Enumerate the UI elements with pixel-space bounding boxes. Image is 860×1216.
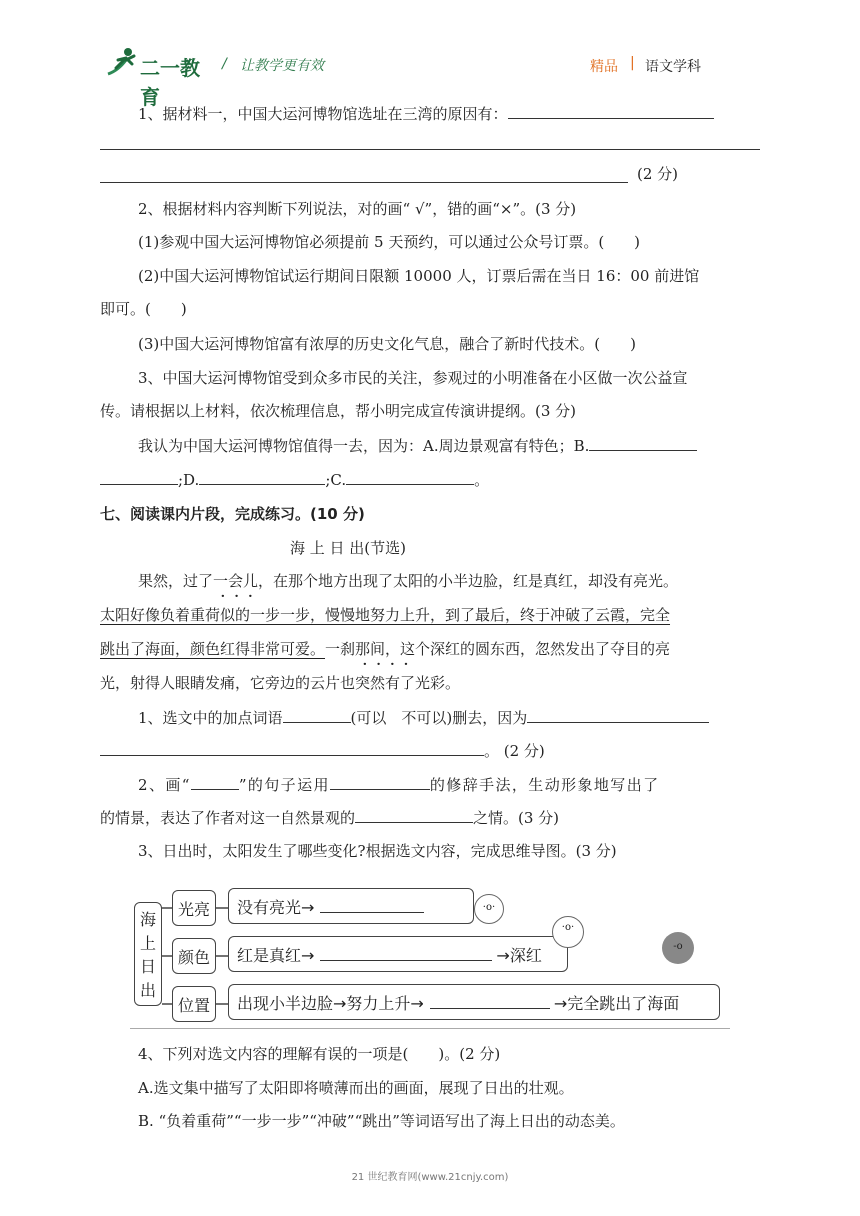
- q2-item3: (3)中国大运河博物馆富有浓厚的历史文化气息，融合了新时代技术。( ): [138, 335, 636, 353]
- q3-line4: [100, 468, 489, 491]
- mindmap-row3-content: [228, 984, 720, 1020]
- r1-blank-2[interactable]: [527, 706, 709, 723]
- r1-end: 。 (2 分): [484, 742, 545, 760]
- mindmap-row1-label: [172, 890, 216, 926]
- r1-blank-1[interactable]: [283, 706, 351, 723]
- row1-content-text: 没有亮光→: [237, 897, 315, 917]
- passage-p3b: 一刹那间，这个深红的圆东西，忽然发出了夺目的亮: [325, 640, 671, 658]
- r2-line2: [100, 806, 559, 829]
- q1-blank-2[interactable]: [100, 149, 760, 150]
- passage-p3a: 跳出了海面，颜色红得非常可爱。: [100, 640, 326, 658]
- page-footer: 21 世纪教育网(www.21cnjy.com): [351, 1172, 509, 1183]
- passage-title: 海 上 日 出(节选): [290, 539, 407, 557]
- row2-blank[interactable]: [320, 948, 492, 961]
- logo-text: 二一教育: [140, 56, 200, 109]
- r4-text: 4、下列对选文内容的理解有误的一项是( )。(2 分): [138, 1045, 501, 1063]
- row3-label-text: 位置: [177, 995, 210, 1015]
- q1-text: 1、据材料一，中国大运河博物馆选址在三湾的原因有：: [138, 105, 508, 123]
- row2-content-text: 红是真红→: [237, 945, 315, 965]
- r2-line1: [138, 773, 660, 796]
- passage-p1: [138, 570, 678, 592]
- header-subject: 语文学科: [645, 59, 701, 75]
- passage-p2: 太阳好像负着重荷似的一步一步，慢慢地努力上升，到了最后，终于冲破了云霞，完全: [100, 606, 671, 624]
- mindmap-row3-label: [172, 986, 216, 1022]
- sun-faint-icon: ·o·: [474, 894, 504, 924]
- r1-a: 1、选文中的加点词语: [138, 709, 283, 727]
- r4-optA: A.选文集中描写了太阳即将喷薄而出的画面，展现了日出的壮观。: [138, 1079, 574, 1097]
- header-slogan: 让教学更有效: [240, 58, 324, 74]
- header-slash: /: [222, 56, 227, 72]
- header-divider: |: [630, 55, 635, 71]
- q3-blank-c[interactable]: [346, 468, 474, 485]
- logo: [104, 46, 214, 109]
- sun-full-icon: -o: [662, 932, 694, 964]
- row3-end-text: →完全跳出了海面: [553, 993, 680, 1013]
- mindmap-row2-label: [172, 938, 216, 974]
- row2-end-text: →深红: [496, 945, 542, 965]
- root-char-1: 海: [139, 910, 156, 930]
- r2-c: 的修辞手法，生动形象地写出了: [429, 776, 660, 794]
- r1-line: [138, 706, 709, 729]
- mind-map: [130, 880, 730, 1030]
- q2-item1: (1)参观中国大运河博物馆必须提前 5 天预约，可以通过公众号订票。( ): [138, 233, 641, 251]
- sun-rising-icon: ·o·: [552, 916, 584, 948]
- root-char-4: 出: [139, 980, 156, 1000]
- root-char-3: 日: [139, 957, 156, 977]
- q2-item2b: 即可。( ): [100, 300, 187, 318]
- section7-title: 七、阅读课内片段，完成练习。(10 分): [100, 505, 365, 523]
- q3-c-label: ;C.: [325, 471, 347, 489]
- q3-blank-b[interactable]: [589, 434, 697, 451]
- root-char-2: 上: [139, 933, 156, 953]
- q3-blank-b-cont[interactable]: [100, 468, 178, 485]
- q1-line: [138, 102, 714, 125]
- header-quality: 精品: [590, 59, 618, 75]
- row1-blank[interactable]: [320, 900, 424, 913]
- q2-item2a: (2)中国大运河博物馆试运行期间日限额 10000 人，订票后需在当日 16：00 前进馆: [138, 267, 700, 285]
- r2-b: ”的句子运用: [238, 776, 330, 794]
- passage-p1-text: 果然，过了一会儿，在那个地方出现了太阳的小半边脸，红是真红，却没有亮光。: [138, 572, 679, 590]
- r2-blank-2[interactable]: [330, 773, 430, 790]
- row3-content-text: 出现小半边脸→努力上升→: [237, 993, 424, 1013]
- q1-blank-3[interactable]: [100, 182, 628, 183]
- r2-blank-1[interactable]: [191, 773, 239, 790]
- r2-line2b: 之情。(3 分): [473, 809, 560, 827]
- emphasis-dots-1: ···: [220, 586, 262, 607]
- row3-blank[interactable]: [430, 996, 550, 1009]
- row1-label-text: 光亮: [177, 899, 210, 919]
- mindmap-row2-content: [228, 936, 568, 972]
- q3-d-label: ;D.: [178, 471, 200, 489]
- runner-logo-icon: [104, 46, 138, 78]
- r2-a: 2、画“: [138, 776, 191, 794]
- passage-p4: 光，射得人眼睛发痛，它旁边的云片也突然有了光彩。: [100, 674, 461, 692]
- q3-line2: 传。请根据以上材料，依次梳理信息，帮小明完成宣传演讲提纲。(3 分): [100, 402, 577, 420]
- r3-text: 3、日出时，太阳发生了哪些变化?根据选文内容，完成思维导图。(3 分): [138, 842, 617, 860]
- mindmap-row1-content: [228, 888, 474, 924]
- q3-line3-text: 我认为中国大运河博物馆值得一去，因为：A.周边景观富有特色；B.: [138, 437, 590, 455]
- q3-end: 。: [474, 471, 490, 489]
- r2-line2a: 的情景，表达了作者对这一自然景观的: [100, 809, 356, 827]
- r1-blank-3[interactable]: [100, 739, 484, 756]
- row2-label-text: 颜色: [177, 947, 210, 967]
- r4-optB: B. “负着重荷”“一步一步”“冲破”“跳出”等词语写出了海上日出的动态美。: [138, 1112, 625, 1130]
- q3-line3: [138, 434, 697, 457]
- q2-text: 2、根据材料内容判断下列说法，对的画“ √”，错的画“×”。(3 分): [138, 200, 577, 218]
- emphasis-dots-2: ····: [362, 654, 417, 675]
- r1-b: (可以 不可以)删去，因为: [350, 709, 528, 727]
- q1-score: (2 分): [637, 165, 679, 183]
- r2-blank-3[interactable]: [355, 806, 473, 823]
- q3-line1: 3、中国大运河博物馆受到众多市民的关注，参观过的小明准备在小区做一次公益宣: [138, 369, 688, 387]
- q3-blank-d[interactable]: [199, 468, 325, 485]
- q1-blank-1[interactable]: [508, 102, 714, 119]
- r1-line2: [100, 739, 545, 762]
